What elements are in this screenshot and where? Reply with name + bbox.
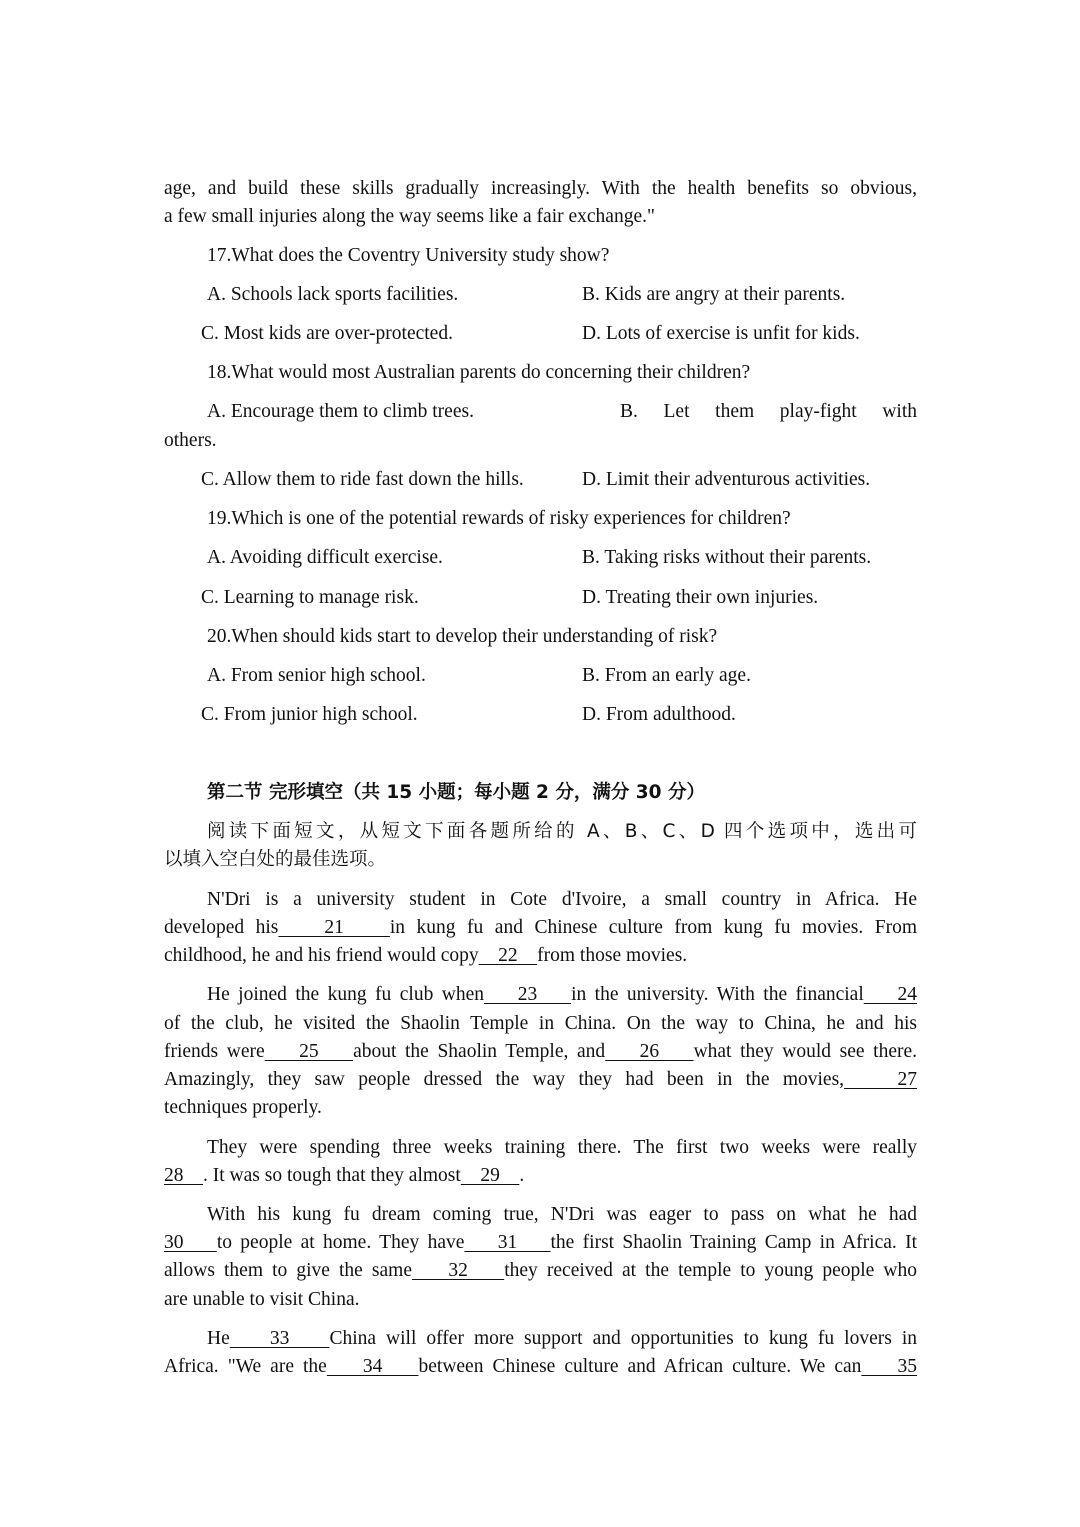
cloze-line: of the club, he visited the Shaolin Temple in China. On the way to China, he and his — [164, 1013, 917, 1034]
cloze-line: With his kung fu dream coming true, N'Dri was eager to pass on what he had — [207, 1204, 917, 1225]
cloze-line: techniques properly. — [164, 1097, 322, 1118]
cloze-text: they received at the temple to young people who — [504, 1260, 918, 1281]
cloze-text: between Chinese culture and African culture. We can — [418, 1356, 862, 1377]
passage-line: age, and build these skills gradually increasingly. With the health benefits so obvious, — [164, 178, 917, 199]
option-b: B. Taking risks without their parents. — [582, 547, 872, 568]
cloze-text: in kung fu and Chinese culture from kung fu movies. From — [389, 917, 918, 938]
cloze-text: developed his — [164, 917, 279, 938]
blank-31: 31 — [464, 1232, 551, 1253]
option-d: D. Lots of exercise is unfit for kids. — [582, 323, 860, 344]
cloze-line — [164, 1325, 917, 1353]
option-a: A. Schools lack sports facilities. — [207, 284, 459, 305]
option-d: D. Treating their own injuries. — [582, 587, 819, 608]
cloze-line — [164, 914, 917, 942]
option-b: B. Let them play-fight with — [620, 401, 917, 422]
blank-34: 34 — [326, 1356, 419, 1377]
cloze-line — [164, 1162, 917, 1190]
cloze-text: friends were — [164, 1041, 265, 1062]
blank-30: 30 — [164, 1232, 217, 1253]
option-a: A. Encourage them to climb trees. — [207, 401, 474, 422]
option-d: D. Limit their adventurous activities. — [582, 469, 871, 490]
cloze-line — [164, 942, 917, 970]
option-c: C. Learning to manage risk. — [201, 587, 419, 608]
blank-24: 24 — [863, 984, 918, 1005]
passage-line: a few small injuries along the way seems like a fair exchange." — [164, 206, 655, 227]
option-b: B. Kids are angry at their parents. — [582, 284, 846, 305]
cloze-text: He — [207, 1328, 230, 1349]
cloze-text: Amazingly, they saw people dressed the way they had been in the movies, — [164, 1069, 845, 1090]
blank-28: 28 — [164, 1165, 203, 1186]
blank-29: 29 — [460, 1165, 520, 1186]
cloze-text: the first Shaolin Training Camp in Africa. It — [550, 1232, 917, 1253]
cloze-text: about the Shaolin Temple, and — [353, 1041, 606, 1062]
cloze-line — [164, 1066, 917, 1094]
blank-22: 22 — [478, 945, 538, 966]
option-b: B. From an early age. — [582, 665, 751, 686]
cloze-line: N'Dri is a university student in Cote d'Ivoire, a small country in Africa. He — [207, 889, 917, 910]
blank-35: 35 — [861, 1356, 918, 1377]
cloze-line: They were spending three weeks training there. The first two weeks were really — [207, 1137, 917, 1158]
cloze-text: . It was so tough that they almost — [203, 1165, 461, 1186]
blank-33: 33 — [229, 1328, 330, 1349]
cloze-text: He joined the kung fu club when — [207, 984, 485, 1005]
blank-32: 32 — [412, 1260, 505, 1281]
cloze-text: to people at home. They have — [216, 1232, 465, 1253]
question-stem: 17.What does the Coventry University study show? — [207, 245, 610, 266]
blank-25: 25 — [264, 1041, 354, 1062]
cloze-line: are unable to visit China. — [164, 1289, 360, 1310]
cloze-text: childhood, he and his friend would copy — [164, 945, 479, 966]
cloze-line — [164, 1353, 917, 1381]
cloze-line — [164, 1038, 917, 1066]
question-stem: 18.What would most Australian parents do concerning their children? — [207, 362, 751, 383]
cloze-text: from those movies. — [537, 945, 688, 966]
blank-23: 23 — [484, 984, 572, 1005]
cloze-text: allows them to give the same — [164, 1260, 412, 1281]
option-d: D. From adulthood. — [582, 704, 736, 725]
blank-26: 26 — [605, 1041, 694, 1062]
option-b-continuation: others. — [164, 430, 217, 451]
option-c: C. Most kids are over-protected. — [201, 323, 453, 344]
cloze-text: what they would see there. — [693, 1041, 917, 1062]
instructions-line: 以填入空白处的最佳选项。 — [164, 849, 387, 870]
instructions-line: 阅读下面短文，从短文下面各题所给的 A、B、C、D 四个选项中，选出可 — [207, 821, 917, 842]
blank-21: 21 — [278, 917, 390, 938]
question-stem: 20.When should kids start to develop their understanding of risk? — [207, 626, 718, 647]
blank-27: 27 — [844, 1069, 918, 1090]
section-heading: 第二节 完形填空（共 15 小题；每小题 2 分，满分 30 分） — [207, 782, 705, 803]
option-a: A. From senior high school. — [207, 665, 426, 686]
cloze-text: Africa. "We are the — [164, 1356, 327, 1377]
cloze-text: China will offer more support and opportunities to kung fu lovers in — [329, 1328, 918, 1349]
cloze-line — [164, 1257, 917, 1285]
cloze-line — [164, 1229, 917, 1257]
option-c: C. From junior high school. — [201, 704, 418, 725]
cloze-text: in the university. With the financial — [571, 984, 864, 1005]
cloze-text: . — [519, 1165, 525, 1186]
cloze-line — [164, 981, 917, 1009]
option-a: A. Avoiding difficult exercise. — [207, 547, 443, 568]
question-stem: 19.Which is one of the potential rewards of risky experiences for children? — [207, 508, 791, 529]
option-c: C. Allow them to ride fast down the hills. — [201, 469, 524, 490]
